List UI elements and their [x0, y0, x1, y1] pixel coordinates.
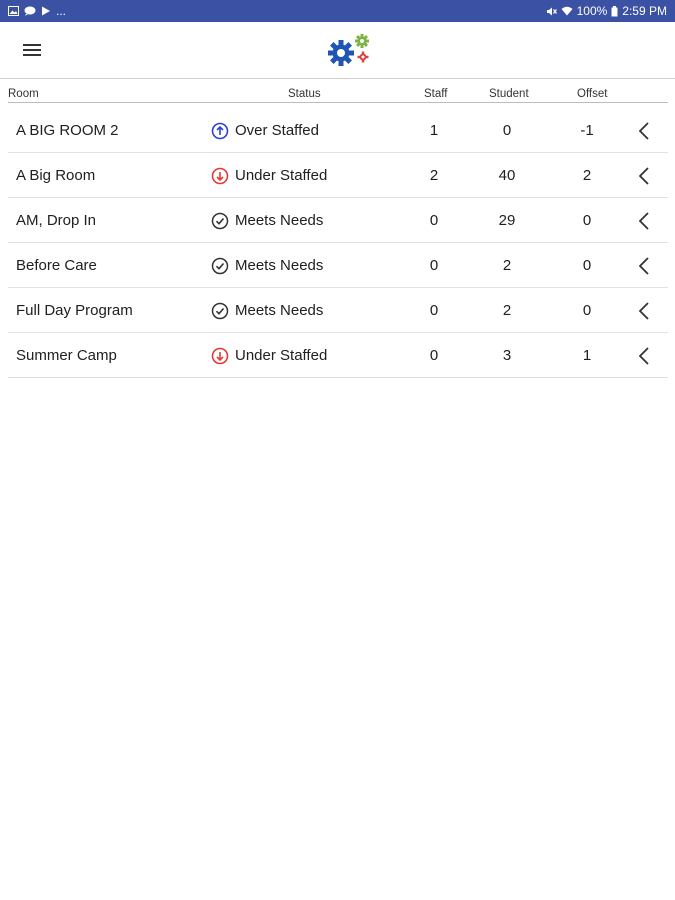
- status-cell: [211, 333, 327, 378]
- offset-value: 2: [582, 167, 592, 184]
- chevron-left-icon: [639, 257, 649, 275]
- over-staffed-arrow-up-icon: [211, 122, 229, 140]
- offset-value: 1: [582, 347, 592, 364]
- chevron-left-icon: [639, 167, 649, 185]
- staff-count: 0: [429, 257, 439, 274]
- battery-percent: 100%: [576, 4, 608, 18]
- hamburger-menu-icon: [23, 43, 41, 57]
- room-name: A Big Room: [16, 167, 96, 184]
- student-count: 29: [498, 212, 516, 229]
- room-name: Full Day Program: [16, 302, 133, 319]
- status-label: Over Staffed: [235, 122, 319, 139]
- more-notifications-ellipsis: ...: [56, 4, 67, 18]
- under-staffed-arrow-down-icon: [211, 167, 229, 185]
- status-label: Under Staffed: [235, 347, 328, 364]
- status-label: Meets Needs: [235, 302, 324, 319]
- table-row[interactable]: [0, 198, 675, 243]
- status-cell: [211, 198, 323, 243]
- gears-logo-icon: [326, 32, 372, 68]
- room-name: Summer Camp: [16, 347, 117, 364]
- header-staff: Staff: [424, 88, 448, 100]
- table-row[interactable]: [0, 108, 675, 153]
- notification-icons: [8, 4, 66, 18]
- student-count: 0: [502, 122, 512, 139]
- table-row[interactable]: [0, 288, 675, 333]
- room-name: Before Care: [16, 257, 97, 274]
- expand-row-button[interactable]: [636, 198, 652, 243]
- staff-count: 0: [429, 302, 439, 319]
- header-offset: Offset: [577, 88, 608, 100]
- staff-count: 0: [429, 212, 439, 229]
- staff-count: 1: [429, 122, 439, 139]
- status-cell: [211, 288, 323, 333]
- expand-row-button[interactable]: [636, 153, 652, 198]
- header-student: Student: [489, 88, 529, 100]
- student-count: 3: [502, 347, 512, 364]
- table-row[interactable]: [0, 333, 675, 378]
- chevron-left-icon: [639, 122, 649, 140]
- status-label: Under Staffed: [235, 167, 328, 184]
- offset-value: -1: [580, 122, 594, 139]
- table-row[interactable]: [0, 153, 675, 198]
- meets-needs-check-icon: [211, 302, 229, 320]
- mute-icon: [546, 6, 557, 17]
- wifi-icon: [561, 6, 573, 16]
- system-indicators: [546, 4, 667, 18]
- room-list: [0, 108, 675, 378]
- expand-row-button[interactable]: [636, 108, 652, 153]
- room-name: AM, Drop In: [16, 212, 97, 229]
- chevron-left-icon: [639, 302, 649, 320]
- header-divider: [8, 102, 668, 103]
- meets-needs-check-icon: [211, 257, 229, 275]
- offset-value: 0: [582, 212, 592, 229]
- offset-value: 0: [582, 302, 592, 319]
- chevron-left-icon: [639, 212, 649, 230]
- status-label: Meets Needs: [235, 212, 324, 229]
- table-row[interactable]: [0, 243, 675, 288]
- staff-count: 2: [429, 167, 439, 184]
- header-room: Room: [8, 88, 39, 100]
- student-count: 2: [502, 302, 512, 319]
- clock: 2:59 PM: [622, 4, 667, 18]
- expand-row-button[interactable]: [636, 243, 652, 288]
- expand-row-button[interactable]: [636, 333, 652, 378]
- table-header: [0, 86, 675, 102]
- room-name: A BIG ROOM 2: [16, 122, 119, 139]
- message-notification-icon: [24, 6, 36, 16]
- app-bar: [0, 22, 675, 78]
- meets-needs-check-icon: [211, 212, 229, 230]
- student-count: 40: [498, 167, 516, 184]
- system-status-bar: [0, 0, 675, 22]
- status-cell: [211, 243, 323, 288]
- app-bar-divider: [0, 78, 675, 79]
- student-count: 2: [502, 257, 512, 274]
- header-status: Status: [288, 88, 321, 100]
- staff-count: 0: [429, 347, 439, 364]
- status-label: Meets Needs: [235, 257, 324, 274]
- image-notification-icon: [8, 6, 19, 16]
- under-staffed-arrow-down-icon: [211, 347, 229, 365]
- hamburger-menu-button[interactable]: [20, 38, 44, 62]
- chevron-left-icon: [639, 347, 649, 365]
- status-cell: [211, 153, 327, 198]
- expand-row-button[interactable]: [636, 288, 652, 333]
- battery-icon: [611, 6, 618, 17]
- play-store-notification-icon: [41, 6, 51, 16]
- status-cell: [211, 108, 319, 153]
- offset-value: 0: [582, 257, 592, 274]
